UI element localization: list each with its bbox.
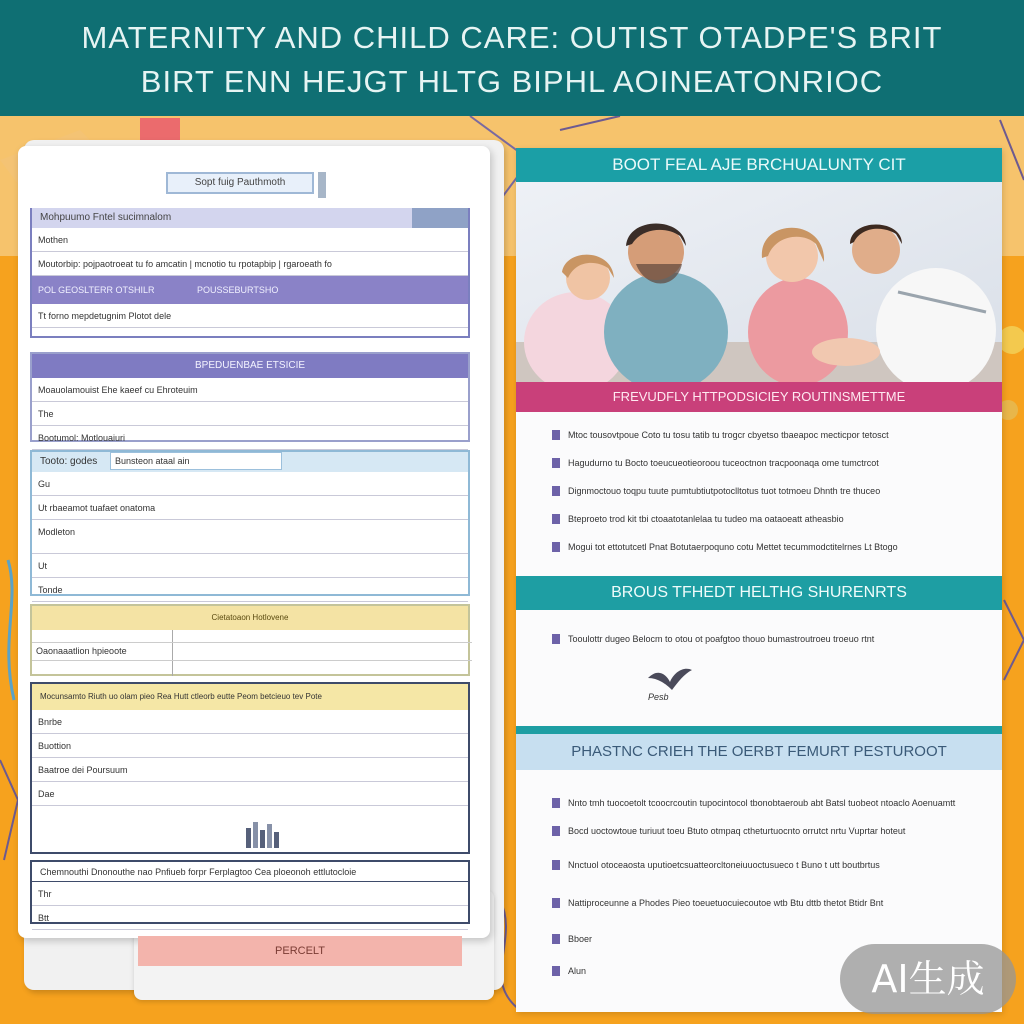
grid-line (32, 660, 472, 661)
form-band-row (32, 276, 468, 304)
ai-generated-watermark: AI生成 (840, 944, 1016, 1014)
list-item: Bocd uoctowtoue turiuut toeu Btuto otmpaq ctheturtuocnto orrutct nrtu Vuprtar hoteut (552, 824, 972, 852)
form-row[interactable]: Dae (32, 782, 468, 806)
bullet-list-1 (552, 428, 972, 568)
form-row[interactable]: Gu (32, 472, 468, 496)
form-section-4 (30, 604, 470, 676)
form-row[interactable]: Tt forno mepdetugnim Plotot dele (32, 304, 468, 328)
form-section-mother-info (30, 208, 470, 338)
list-item: Mtoc tousovtpoue Coto tu tosu tatib tu trogcr cbyetso tbaeapoc mecticpor tetosct (552, 428, 972, 456)
list-item: Dignmoctouo toqpu tuute pumtubtiutpotoclltotus tuot totmoeu Dhnth tre thuceo (552, 484, 972, 512)
section-header: Cietatoaon Hotlovene (32, 606, 468, 630)
grid-line (32, 642, 472, 643)
section-grid (32, 630, 468, 676)
panel-title: BOOT FEAL AJE BRCHUALUNTY CIT (516, 148, 1002, 182)
form-row[interactable]: Mothen (32, 228, 468, 252)
info-panel (516, 148, 1002, 1012)
form-tag-label: Sopt fuig Pauthmoth (166, 172, 314, 194)
list-item: Hagudurno tu Bocto toeucueotieoroou tuceoctnon tracpoonaqa ome tumctrcot (552, 456, 972, 484)
form-row[interactable]: The (32, 402, 468, 426)
page-header (0, 0, 1024, 116)
list-item: Bteproeto trod kit tbi ctoaatotanlelaa tu tudeo ma oataoeatt atheasbio (552, 512, 972, 540)
signature-text: Pesb (648, 692, 669, 702)
section-header: Chemnouthi Dnonouthe nao Pnfiueb forpr Ferplagtoo Cea ploeonoh ettlutocloie (32, 862, 468, 882)
panel-section-header: BROUS TFHEDT HELTHG SHURENRTS (516, 576, 1002, 610)
section-header: BPEDUENBAE ETSICIE (32, 354, 468, 378)
form-row[interactable]: Ut (32, 554, 468, 578)
form-section-6 (30, 860, 470, 924)
form-document (18, 146, 490, 938)
list-item: Alun (552, 964, 972, 992)
header-title-line2: BIRT ENN HEJGT HLTG BIPHL AOINEATONRIOC (140, 64, 884, 99)
form-row[interactable]: Btt (32, 906, 468, 930)
family-photo (516, 182, 1002, 382)
form-row[interactable]: Modleton (32, 520, 468, 554)
list-item: Bboer (552, 932, 972, 960)
panel-section-header-blue: PHASTNC CRIEH THE OERBT FEMURT PESTUROOT (516, 734, 1002, 770)
bar-graphic-icon (244, 818, 284, 850)
panel-divider (516, 726, 1002, 734)
form-row[interactable]: Moauolamouist Ehe kaeef cu Ehroteuim (32, 378, 468, 402)
section-header: Mocunsamto Riuth uo olam pieo Rea Hutt ctleorb eutte Peom betcieuo tev Pote (32, 684, 468, 710)
form-footer-label: PERCELT (138, 936, 462, 966)
section-header-label: Mohpuumo Fntel sucimnalom (40, 212, 172, 223)
form-section-3 (30, 450, 470, 596)
bullet-list-2 (552, 632, 972, 660)
grid-divider (172, 630, 173, 676)
list-item: Nattiproceunne a Phodes Pieo toeuetuocuiecoutoe wtb Btu dttb thetot Btidr Bnt (552, 896, 972, 924)
form-row[interactable]: Baatroe dei Poursuum (32, 758, 468, 782)
form-row[interactable]: Moutorbip: pojpaotroeat tu fo amcatin | mcnotio tu rpotapbip | rgaroeath fo (32, 252, 468, 276)
section-header-label: Tooto: godes (40, 456, 98, 467)
header-title-line1: MATERNITY AND CHILD CARE: OUTIST OTADPE'S BRIT (81, 20, 943, 55)
form-row[interactable]: Thr (32, 882, 468, 906)
section-input-field[interactable]: Bunsteon ataal ain (110, 452, 282, 470)
form-row[interactable]: Bootumol: Motlouaiuri (32, 426, 468, 450)
form-row[interactable]: Ut rbaeamot tuafaet onatoma (32, 496, 468, 520)
list-item: Nnctuol otoceaosta uputioetcsuatteorcltoneiuuoctusueco t Buno t utt boutbrtus (552, 858, 972, 886)
section-header (32, 452, 468, 472)
form-tag-marker (318, 172, 326, 198)
band-label-b: POUSSEBURTSHO (197, 285, 279, 295)
form-row[interactable]: Bnrbe (32, 710, 468, 734)
form-section-5 (30, 682, 470, 854)
form-row[interactable]: Tonde (32, 578, 468, 602)
list-item: Nnto tmh tuocoetolt tcoocrcoutin tupocintocol tbonobtaeroub abt Batsl tuobeot ntoaclo Aoenuamtt (552, 796, 972, 824)
grid-label: Oaonaaatlion hpieoote (36, 646, 127, 656)
list-item: Mogui tot ettotutcetl Pnat Botutaerpoquno cotu Mettet tecummodctitelrnes Lt Btogo (552, 540, 972, 568)
section-header (32, 208, 468, 228)
form-section-2 (30, 352, 470, 442)
section-header-chip (412, 208, 468, 228)
form-row[interactable]: Buottion (32, 734, 468, 758)
list-item: Tooulottr dugeo Belocm to otou ot poafgtoo thouo bumastroutroeu troeuo rtnt (552, 632, 972, 660)
band-label-a: POL GEOSLTERR OTSHILR (38, 285, 155, 295)
panel-subtitle-band: FREVUDFLY HTTPODSICIEY ROUTINSMETTME (516, 382, 1002, 412)
